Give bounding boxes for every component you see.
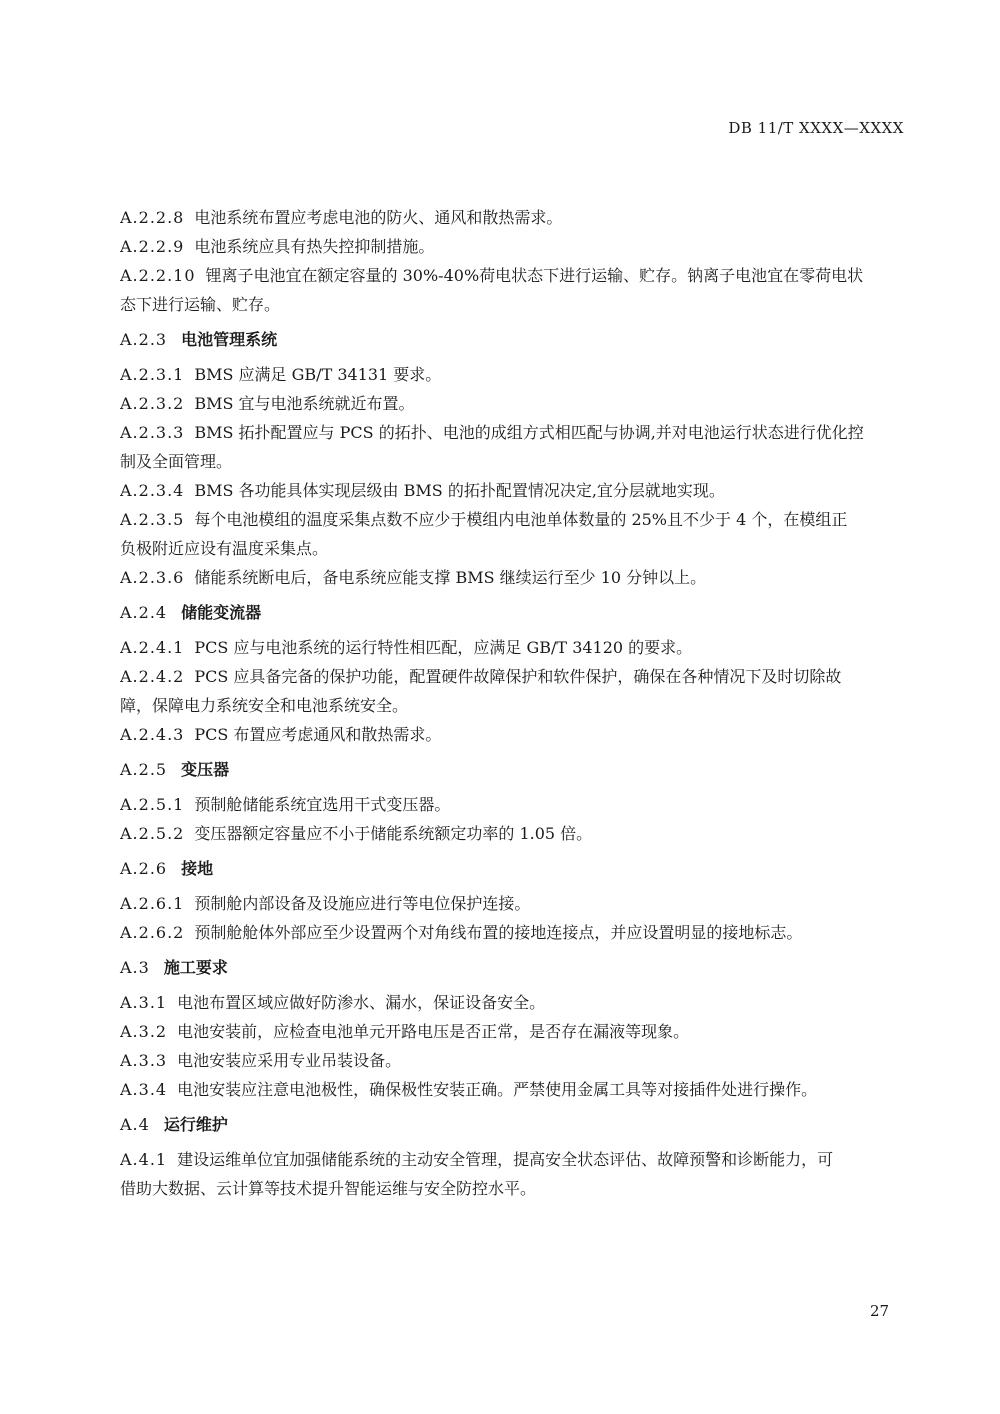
clause-number: A.2.4.2 [120,667,185,686]
clause [120,203,906,232]
clause-text: 电池安装前，应检查电池单元开路电压是否正常，是否存在漏液等现象。 [177,1022,690,1041]
clause-number: A.2.2.9 [120,237,185,256]
clause-first-line [120,790,906,819]
clause-number: A.2.3.1 [120,365,185,384]
clause-text: 电池系统应具有热失控抑制措施。 [194,237,435,256]
clause-number: A.3.3 [120,1051,168,1070]
clause-first-line [120,476,906,505]
clause [120,662,906,720]
section-title: 接地 [181,859,214,878]
clause-continuation-line [120,691,906,720]
section-heading [120,755,906,784]
clause [120,360,906,389]
clause-number: A.2.4.3 [120,725,185,744]
clause [120,918,906,947]
clause-text: BMS 各功能具体实现层级由 BMS 的拓扑配置情况决定,宜分层就地实现。 [194,481,725,500]
section-title: 施工要求 [163,958,228,977]
clause-first-line [120,232,906,261]
clause-first-line [120,360,906,389]
section-number: A.3 [120,958,150,977]
clause-text: 预制舱内部设备及设施应进行等电位保护连接。 [194,894,531,913]
clause-text: 制及全面管理。 [120,452,233,471]
clause [120,889,906,918]
clause-number: A.4.1 [120,1150,168,1169]
clause-continuation-line [120,447,906,476]
clause-text: 预制舱舱体外部应至少设置两个对角线布置的接地连接点，并应设置明显的接地标志。 [194,923,803,942]
clause-text: 储能系统断电后，备电系统应能支撑 BMS 继续运行至少 10 分钟以上。 [194,568,707,587]
clause-text: 建设运维单位宜加强储能系统的主动安全管理，提高安全状态评估、故障预警和诊断能力，可 [177,1150,834,1169]
clause [120,1145,906,1203]
clause-number: A.2.2.10 [120,266,196,285]
clause [120,261,906,319]
section-title: 储能变流器 [181,603,262,622]
clause [120,418,906,476]
clause-text: 锂离子电池宜在额定容量的 30%-40%荷电状态下进行运输、贮存。钠离子电池宜在零荷电状 [205,266,864,285]
section-heading [120,325,906,354]
clause-first-line [120,819,906,848]
document-body [120,203,906,1203]
clause-number: A.2.2.8 [120,208,185,227]
clause [120,720,906,749]
clause-number: A.2.3.2 [120,394,185,413]
clause [120,790,906,819]
page-number: 27 [870,1302,890,1320]
clause-text: 电池安装应注意电池极性，确保极性安装正确。严禁使用金属工具等对接插件处进行操作。 [177,1080,818,1099]
clause-continuation-line [120,1174,906,1203]
section-number: A.2.4 [120,603,168,622]
clause-text: 电池布置区域应做好防渗水、漏水，保证设备安全。 [177,993,546,1012]
clause-first-line [120,889,906,918]
clause-first-line [120,1017,906,1046]
clause-text: BMS 宜与电池系统就近布置。 [194,394,415,413]
clause-first-line [120,261,906,290]
clause-text: 每个电池模组的温度采集点数不应少于模组内电池单体数量的 25%且不少于 4 个，在模组正 [194,510,848,529]
clause-text: 障，保障电力系统安全和电池系统安全。 [120,696,409,715]
clause-number: A.3.1 [120,993,168,1012]
clause [120,1075,906,1104]
section-title: 电池管理系统 [181,330,278,349]
clause-first-line [120,633,906,662]
clause-text: PCS 应与电池系统的运行特性相匹配，应满足 GB/T 34120 的要求。 [194,638,693,657]
clause [120,988,906,1017]
clause-number: A.3.4 [120,1080,168,1099]
clause [120,476,906,505]
clause-first-line [120,662,906,691]
clause-first-line [120,203,906,232]
clause-first-line [120,1046,906,1075]
section-number: A.2.5 [120,760,168,779]
clause-first-line [120,1075,906,1104]
clause-text: 预制舱储能系统宜选用干式变压器。 [194,795,451,814]
clause-number: A.2.3.4 [120,481,185,500]
section-heading [120,854,906,883]
clause [120,389,906,418]
clause-text: PCS 应具备完备的保护功能，配置硬件故障保护和软件保护，确保在各种情况下及时切除故 [194,667,842,686]
clause [120,1017,906,1046]
clause-first-line [120,418,906,447]
section-title: 运行维护 [163,1115,228,1134]
clause-continuation-line [120,290,906,319]
clause [120,633,906,662]
clause-first-line [120,389,906,418]
document-code: DB 11/T XXXX—XXXX [728,119,904,137]
clause-text: 态下进行运输、贮存。 [120,295,281,314]
clause-number: A.2.5.2 [120,824,185,843]
section-heading [120,598,906,627]
clause [120,1046,906,1075]
clause-number: A.2.6.2 [120,923,185,942]
clause-text: 电池系统布置应考虑电池的防火、通风和散热需求。 [194,208,563,227]
clause-text: BMS 应满足 GB/T 34131 要求。 [194,365,442,384]
clause-number: A.2.6.1 [120,894,185,913]
clause-first-line [120,720,906,749]
clause-number: A.2.3.6 [120,568,185,587]
section-number: A.2.3 [120,330,168,349]
clause-number: A.2.4.1 [120,638,185,657]
clause-text: BMS 拓扑配置应与 PCS 的拓扑、电池的成组方式相匹配与协调,并对电池运行状态进行优化控 [194,423,864,442]
clause-first-line [120,1145,906,1174]
clause [120,505,906,563]
clause-first-line [120,563,906,592]
clause-text: 负极附近应设有温度采集点。 [120,539,329,558]
section-number: A.2.6 [120,859,168,878]
clause-text: 借助大数据、云计算等技术提升智能运维与安全防控水平。 [120,1179,537,1198]
clause-text: PCS 布置应考虑通风和散热需求。 [194,725,442,744]
clause-first-line [120,918,906,947]
clause-text: 变压器额定容量应不小于储能系统额定功率的 1.05 倍。 [194,824,593,843]
clause [120,563,906,592]
clause [120,232,906,261]
clause-continuation-line [120,534,906,563]
section-title: 变压器 [181,760,230,779]
clause-text: 电池安装应采用专业吊装设备。 [177,1051,402,1070]
clause-number: A.3.2 [120,1022,168,1041]
section-heading [120,1110,906,1139]
clause-number: A.2.5.1 [120,795,185,814]
section-number: A.4 [120,1115,150,1134]
clause-number: A.2.3.3 [120,423,185,442]
section-heading [120,953,906,982]
clause [120,819,906,848]
clause-number: A.2.3.5 [120,510,185,529]
clause-first-line [120,988,906,1017]
clause-first-line [120,505,906,534]
